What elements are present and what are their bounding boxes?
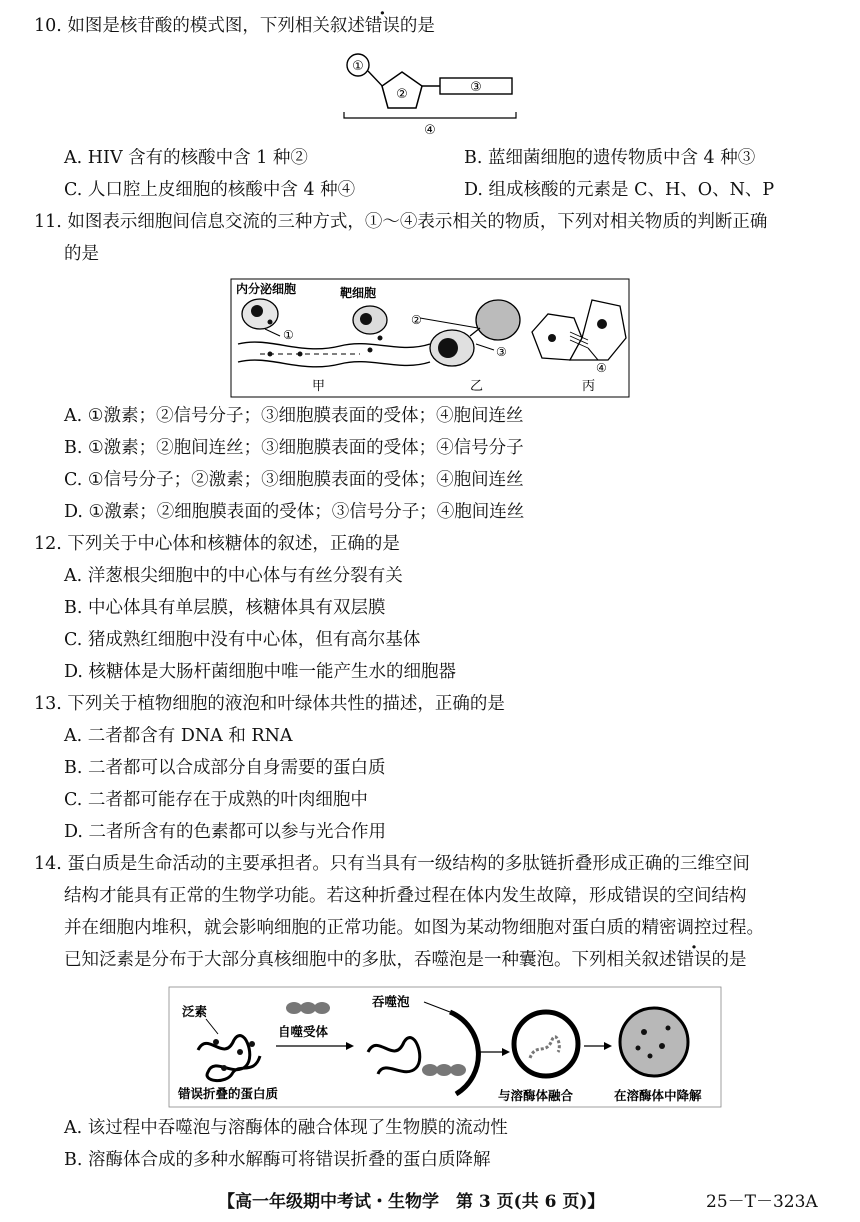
q11-option-a: A. ①激素；②信号分子；③细胞膜表面的受体；④胞间连丝 [64, 406, 524, 426]
label-phagophore: 吞噬泡 [372, 994, 410, 1009]
q10-option-b: B. 蓝细菌细胞的遗传物质中含 4 种③ [464, 148, 756, 168]
q14-option-a: A. 该过程中吞噬泡与溶酶体的融合体现了生物膜的流动性 [64, 1118, 508, 1138]
q12-option-c: C. 猪成熟红细胞中没有中心体，但有高尔基体 [64, 630, 421, 650]
q14-stem-2: 结构才能具有正常的生物学功能。若这种折叠过程在体内发生故障，形成错误的空间结构 [64, 886, 747, 906]
label-fuse-with-lysosome: 与溶酶体融合 [498, 1088, 574, 1103]
label-misfolded-protein: 错误折叠的蛋白质 [178, 1086, 279, 1101]
label-4: ④ [596, 361, 607, 375]
q10-option-c: C. 人口腔上皮细胞的核酸中含 4 种④ [64, 180, 356, 200]
q14-stem-4: 已知泛素是分布于大部分真核细胞中的多肽，吞噬泡是一种囊泡。下列相关叙述错误的是 [64, 950, 747, 970]
page-footer: 【高一年级期中考试・生物学 第 3 页(共 6 页)】 [218, 1192, 605, 1212]
label-target-cell: 靶细胞 [340, 286, 377, 300]
cell-communication-diagram [230, 278, 630, 398]
label-yi: 乙 [470, 379, 484, 394]
q12-option-a: A. 洋葱根尖细胞中的中心体与有丝分裂有关 [64, 566, 403, 586]
q12-option-b: B. 中心体具有单层膜，核糖体具有双层膜 [64, 598, 386, 618]
emphasis-mark: 错误 [676, 950, 712, 970]
label-endocrine-cell: 内分泌细胞 [236, 282, 297, 296]
q14-stem-1: 14. 蛋白质是生命活动的主要承担者。只有当具有一级结构的多肽链折叠形成正确的三维空间 [34, 854, 750, 874]
q10-stem: 10. 如图是核苷酸的模式图，下列相关叙述错误的是 [34, 16, 435, 36]
label-autophagy-receptor: 自噬受体 [278, 1024, 329, 1039]
label-jia: 甲 [312, 379, 326, 394]
q11-option-c: C. ①信号分子；②激素；③细胞膜表面的受体；④胞间连丝 [64, 470, 524, 490]
autophagy-diagram [168, 986, 722, 1108]
q13-option-a: A. 二者都含有 DNA 和 RNA [64, 726, 293, 746]
label-1: ① [352, 59, 364, 74]
q10-option-d: D. 组成核酸的元素是 C、H、O、N、P [464, 180, 775, 200]
label-4: ④ [424, 123, 436, 138]
q11-option-b: B. ①激素；②胞间连丝；③细胞膜表面的受体；④信号分子 [64, 438, 524, 458]
label-2: ② [411, 313, 422, 327]
q11-option-d: D. ①激素；②细胞膜表面的受体；③信号分子；④胞间连丝 [64, 502, 525, 522]
exam-code: 25－T－323A [706, 1192, 818, 1212]
q12-option-d: D. 核糖体是大肠杆菌细胞中唯一能产生水的细胞器 [64, 662, 457, 682]
q13-option-d: D. 二者所含有的色素都可以参与光合作用 [64, 822, 387, 842]
q14-option-b: B. 溶酶体合成的多种水解酶可将错误折叠的蛋白质降解 [64, 1150, 491, 1170]
q12-stem: 12. 下列关于中心体和核糖体的叙述，正确的是 [34, 534, 400, 554]
label-bing: 丙 [582, 379, 596, 394]
label-3: ③ [496, 345, 507, 359]
label-2: ② [396, 87, 408, 102]
q13-option-b: B. 二者都可以合成部分自身需要的蛋白质 [64, 758, 386, 778]
label-3: ③ [470, 80, 482, 95]
q13-stem: 13. 下列关于植物细胞的液泡和叶绿体共性的描述，正确的是 [34, 694, 505, 714]
q11-stem-2: 的是 [64, 244, 99, 264]
label-ubiquitin: 泛素 [182, 1004, 208, 1019]
q10-option-a: A. HIV 含有的核酸中含 1 种② [64, 148, 308, 168]
q11-stem-1: 11. 如图表示细胞间信息交流的三种方式，①～④表示相关的物质，下列对相关物质的判断正确 [34, 212, 768, 232]
emphasis-mark: 错误 [364, 16, 400, 36]
label-1: ① [283, 328, 294, 342]
q13-option-c: C. 二者都可能存在于成熟的叶肉细胞中 [64, 790, 368, 810]
label-degrade-in-lysosome: 在溶酶体中降解 [614, 1088, 702, 1103]
q14-stem-3: 并在细胞内堆积，就会影响细胞的正常功能。如图为某动物细胞对蛋白质的精密调控过程。 [64, 918, 764, 938]
nucleotide-diagram [340, 48, 520, 140]
